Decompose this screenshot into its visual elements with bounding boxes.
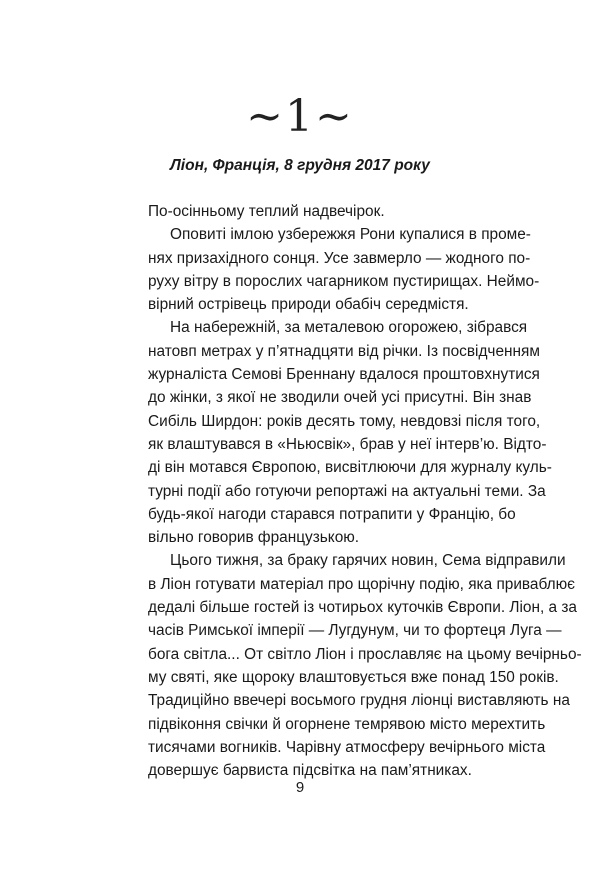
text-line: як влаштувався в «Ньюсвік», брав у неї інтерв’ю. Відто- (148, 435, 547, 453)
text-line: Сибіль Ширдон: років десять тому, невдовзі після того, (148, 412, 541, 430)
text-line: вірний острівець природи обабіч середмістя. (148, 296, 469, 314)
text-line: часів Римської імперії — Лугдунум, чи то фортеця Луга — (148, 622, 562, 640)
text-line: Цього тижня, за браку гарячих новин, Сема відправили (170, 552, 566, 570)
paragraph (148, 316, 552, 549)
page-number: 9 (295, 779, 305, 796)
text-line: му святі, яке щороку влаштовується вже понад 150 років. (148, 668, 559, 686)
text-line: бога світла... От світло Ліон і прославляє на цьому вечірньо- (148, 645, 582, 663)
text-line: вільно говорив французькою. (148, 529, 360, 547)
body-text (148, 200, 582, 782)
text-line: натовп метрах у п’ятнадцяти від річки. Із посвідченням (148, 342, 540, 360)
text-line: дедалі більше гостей із чотирьох куточків Європи. Ліон, а за (148, 599, 577, 617)
text-line: На набережній, за металевою огорожею, зібрався (170, 319, 528, 337)
chapter-dateline: Ліон, Франція, 8 грудня 2017 року (170, 157, 430, 174)
text-line: тисячами вогників. Чарівну атмосферу вечірнього міста (148, 738, 546, 756)
paragraph (148, 549, 582, 782)
text-line: руху вітру в порослих чагарником пустирищах. Неймо- (148, 272, 540, 290)
text-line: довершує барвиста підсвітка на пам’ятниках. (148, 762, 472, 780)
paragraph (148, 200, 514, 223)
text-line: підвіконня свічки й огорнене темрявою місто мерехтить (148, 715, 546, 733)
text-line: до жінки, з якої не зводили очей усі присутні. Він знав (148, 389, 532, 407)
text-line: ді він мотався Європою, висвітлюючи для журналу куль- (148, 459, 552, 477)
text-line: Оповиті імлою узбережжя Рони купалися в проме- (170, 226, 531, 244)
text-line: нях призахідного сонця. Усе завмерло — жодного по- (148, 249, 531, 267)
paragraph (148, 223, 540, 316)
text-line: По-осінньому теплий надвечірок. (148, 203, 385, 220)
text-line: будь-якої нагоди старався потрапити у Францію, бо (148, 505, 516, 523)
chapter-number: ~1~ (246, 91, 354, 142)
text-line: в Ліон готувати матеріал про щорічну подію, яка приваблює (148, 575, 575, 593)
text-line: турні події або готуючи репортажі на актуальні теми. За (148, 482, 546, 500)
text-line: журналіста Семові Бреннану вдалося проштовхнутися (148, 366, 540, 384)
text-line: Традиційно ввечері восьмого грудня ліонці виставляють на (148, 692, 570, 710)
